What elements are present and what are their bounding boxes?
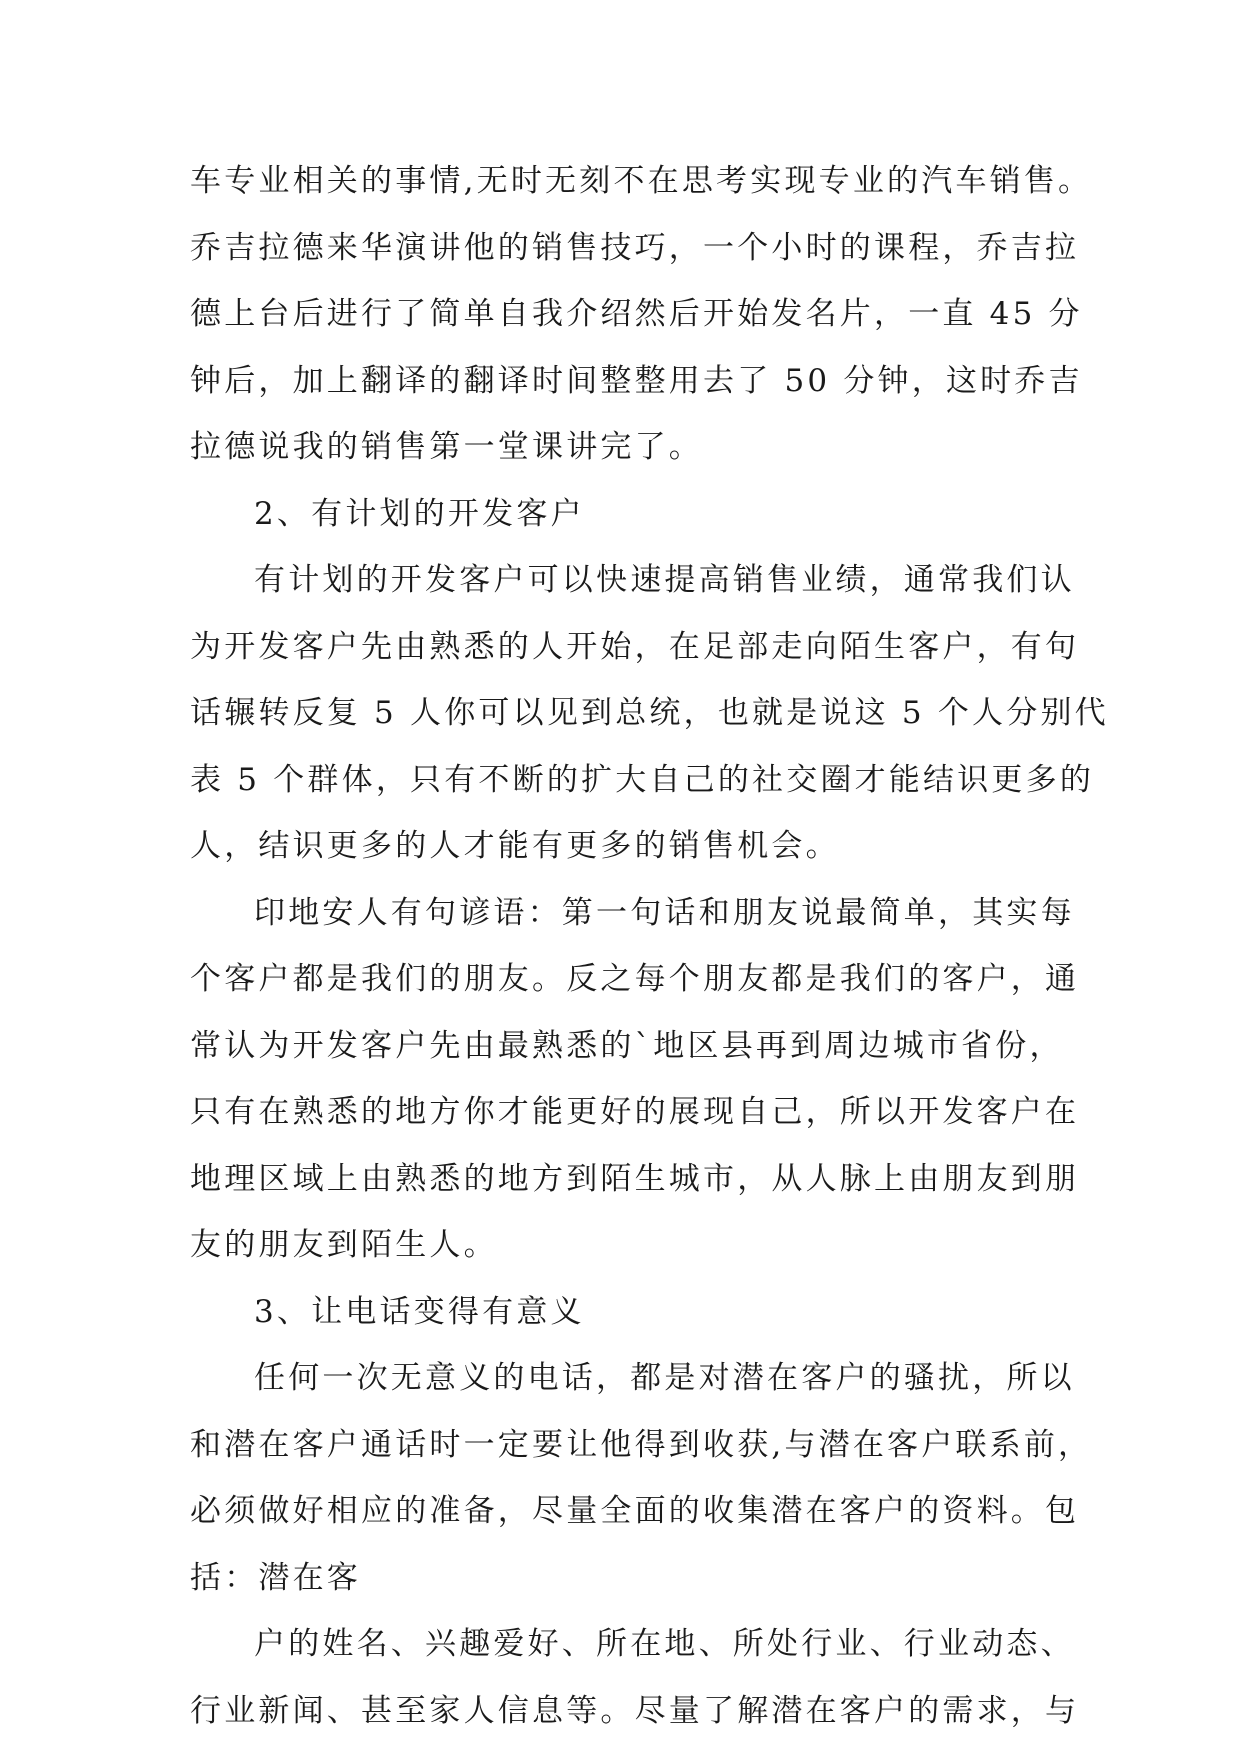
body-text [190, 148, 1109, 1744]
text-line: 和潜在客户通话时一定要让他得到收获,与潜在客户联系前， [190, 1426, 1093, 1463]
text-line: 话辗转反复 5 人你可以见到总统，也就是说这 5 个人分别代 [190, 695, 1109, 731]
text-line: 必须做好相应的准备，尽量全面的收集潜在客户的资料。包 [190, 1493, 1080, 1529]
text-line: 德上台后进行了简单自我介绍然后开始发名片，一直 45 分 [190, 296, 1083, 332]
text-line: 拉德说我的销售第一堂课讲完了。 [190, 429, 703, 465]
text-line: 只有在熟悉的地方你才能更好的展现自己，所以开发客户在 [190, 1094, 1080, 1130]
text-line: 人，结识更多的人才能有更多的销售机会。 [190, 828, 840, 864]
text-line: 钟后，加上翻译的翻译时间整整用去了 50 分钟，这时乔吉 [190, 362, 1083, 399]
text-line: 有计划的开发客户可以快速提高销售业绩，通常我们认 [254, 562, 1075, 598]
text-line: 常认为开发客户先由最熟悉的`地区县再到周边城市省份， [190, 1027, 1064, 1064]
text-line: 表 5 个群体，只有不断的扩大自己的社交圈才能结识更多的 [190, 761, 1095, 798]
text-line: 个客户都是我们的朋友。反之每个朋友都是我们的客户，通 [190, 961, 1080, 997]
text-line: 任何一次无意义的电话，都是对潜在客户的骚扰，所以 [254, 1360, 1075, 1396]
text-line: 行业新闻、甚至家人信息等。尽量了解潜在客户的需求，与 [190, 1692, 1080, 1729]
text-line: 2、有计划的开发客户 [254, 495, 585, 532]
text-line: 地理区域上由熟悉的地方到陌生城市，从人脉上由朋友到朋 [190, 1160, 1080, 1197]
text-line: 乔吉拉德来华演讲他的销售技巧，一个小时的课程，乔吉拉 [190, 229, 1080, 266]
text-line: 括：潜在客 [190, 1559, 361, 1596]
text-line: 印地安人有句谚语：第一句话和朋友说最简单，其实每 [254, 894, 1075, 931]
text-line: 为开发客户先由熟悉的人开始，在足部走向陌生客户，有句 [190, 628, 1080, 665]
text-line: 户的姓名、兴趣爱好、所在地、所处行业、行业动态、 [254, 1626, 1075, 1662]
text-line: 友的朋友到陌生人。 [190, 1227, 498, 1263]
text-line: 车专业相关的事情,无时无刻不在思考实现专业的汽车销售。 [190, 163, 1093, 199]
text-line: 3、让电话变得有意义 [254, 1293, 585, 1330]
